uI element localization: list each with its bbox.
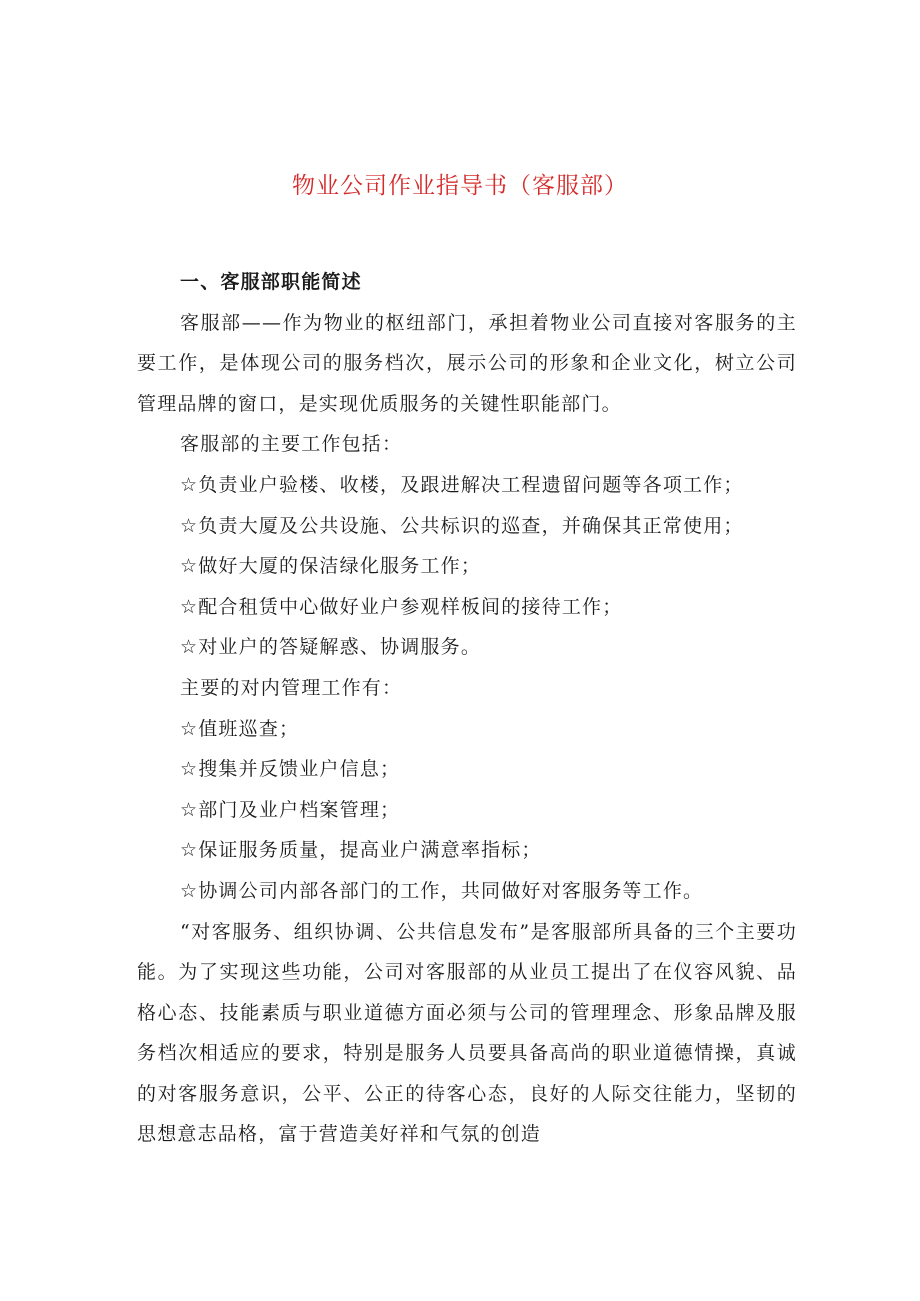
document-title: 物业公司作业指导书（客服部） [292, 173, 628, 199]
list-item-text: 搜集并反馈业户信息； [198, 758, 401, 781]
list-item-text: 配合租赁中心做好业户参观样板间的接待工作； [198, 595, 623, 618]
list-item [137, 627, 797, 668]
list-item-text: 保证服务质量，提高业户满意率指标； [198, 839, 542, 862]
star-icon: ☆ [180, 636, 199, 659]
list-item [137, 830, 797, 871]
list-item [137, 871, 797, 912]
star-icon: ☆ [180, 514, 199, 537]
list-item [137, 506, 797, 547]
list-item [137, 587, 797, 628]
list-item [137, 790, 797, 831]
star-icon: ☆ [180, 839, 199, 862]
main-work-heading: 客服部的主要工作包括： [180, 433, 403, 456]
star-icon: ☆ [180, 758, 199, 781]
list-item [137, 546, 797, 587]
closing-paragraph: “对客服务、组织协调、公共信息发布”是客服部所具备的三个主要功能。为了实现这些功能，公司对客服部的从业员工提出了在仪容风貌、品格心态、技能素质与职业道德方面必须与公司的管理理念、形象品牌及服务档次相适应的要求，特别是服务人员要具备高尚的职业道德情操，真诚的对客服务意识，公平、公正的待客心态，良好的人际交往能力，坚韧的思想意志品格，富于营造美好祥和气氛的创造 [137, 920, 797, 1146]
list-item-text: 做好大厦的保洁绿化服务工作； [198, 555, 482, 578]
star-icon: ☆ [180, 798, 199, 821]
list-item-text: 协调公司内部各部门的工作，共同做好对客服务等工作。 [198, 879, 704, 902]
list-item-text: 值班巡查； [198, 717, 300, 740]
star-icon: ☆ [180, 595, 199, 618]
section-heading: 一、客服部职能简述 [180, 271, 362, 293]
intro-paragraph: 客服部——作为物业的枢纽部门，承担着物业公司直接对客服务的主要工作，是体现公司的服务档次，展示公司的形象和企业文化，树立公司管理品牌的窗口，是实现优质服务的关键性职能部门。 [137, 311, 797, 415]
star-icon: ☆ [180, 473, 199, 496]
list-item [137, 709, 797, 750]
list-item [137, 749, 797, 790]
list-item-text: 部门及业户档案管理； [198, 798, 401, 821]
star-icon: ☆ [180, 717, 199, 740]
internal-work-heading: 主要的对内管理工作有： [180, 676, 403, 699]
list-item-text: 负责业户验楼、收楼，及跟进解决工程遗留问题等各项工作； [198, 473, 744, 496]
document-body [137, 262, 797, 1155]
list-item-text: 对业户的答疑解惑、协调服务。 [198, 636, 482, 659]
star-icon: ☆ [180, 555, 199, 578]
list-item [137, 465, 797, 506]
list-item-text: 负责大厦及公共设施、公共标识的巡查，并确保其正常使用； [198, 514, 744, 537]
star-icon: ☆ [180, 879, 199, 902]
